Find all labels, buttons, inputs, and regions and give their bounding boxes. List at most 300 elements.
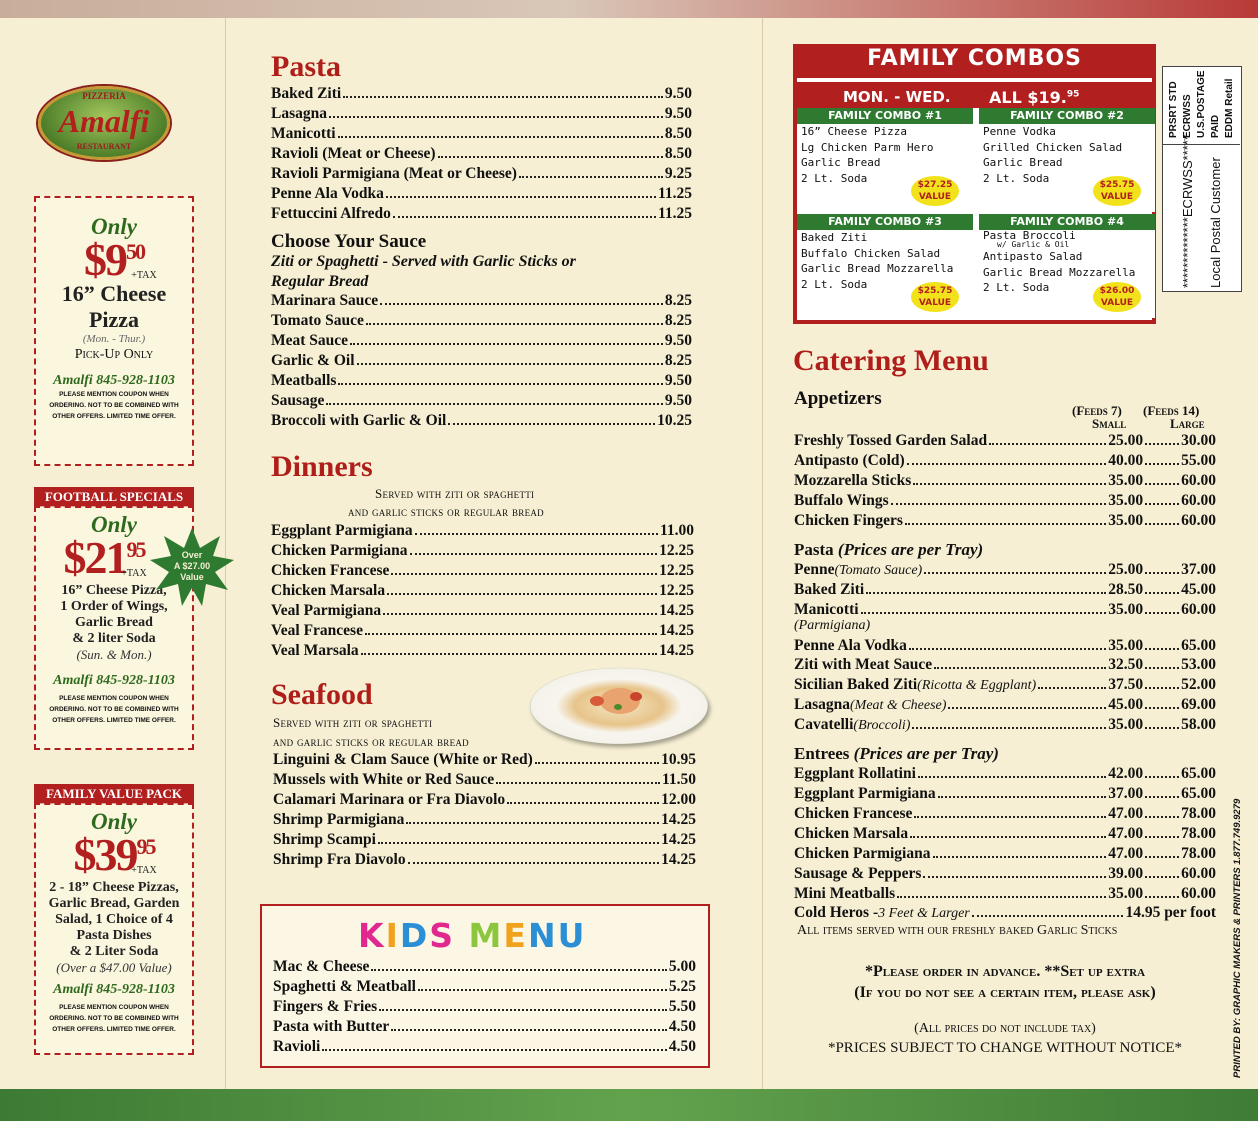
dot-leader <box>897 896 1106 898</box>
coupon-fine-print: PLEASE MENTION COUPON WHEN <box>59 391 169 398</box>
item-name: Ravioli (Meat or Cheese) <box>271 145 436 162</box>
small-price: 35.00 <box>1108 601 1144 618</box>
item-price: 10.95 <box>661 751 696 768</box>
catering-entree <box>794 785 1216 803</box>
manicotti-sub: (Parmigiana) <box>794 618 871 633</box>
dot-leader <box>387 593 657 595</box>
combo-item: 2 Lt. Soda <box>983 281 1050 294</box>
catering-appetizer <box>794 432 1216 450</box>
sauce-item <box>271 392 692 410</box>
appetizers-heading: Appetizers <box>794 388 882 409</box>
dot-leader <box>418 989 667 991</box>
combo-name: FAMILY COMBO #4 <box>979 214 1155 230</box>
item-name: Sicilian Baked Ziti <box>794 676 918 693</box>
large-price: 37.00 <box>1181 561 1216 578</box>
small-price: 47.00 <box>1108 825 1144 842</box>
combo-items <box>797 230 973 292</box>
dot-leader <box>912 727 1106 729</box>
large-price: 60.00 <box>1181 492 1216 509</box>
football-specials-header: FOOTBALL SPECIALS <box>34 487 194 507</box>
item-name: Spaghetti & Meatball <box>273 978 416 995</box>
coupon-phone: Amalfi 845-928-1103 <box>53 673 175 688</box>
item-price: 14.25 <box>659 622 694 639</box>
burst-text: A $27.00 <box>173 561 211 571</box>
dot-leader <box>386 196 656 198</box>
combo-item: Garlic Bread Mozzarella <box>801 262 954 275</box>
logo-name: Amalfi <box>58 103 150 139</box>
kids-title-letter: K <box>358 916 386 955</box>
tax-note: (All prices do not include tax) <box>914 1021 1096 1036</box>
item-name: Manicotti <box>271 125 336 142</box>
amalfi-logo <box>38 86 170 160</box>
item-name: Meatballs <box>271 372 337 389</box>
item-name: Mozzarella Sticks <box>794 472 912 489</box>
combo-item: 2 Lt. Soda <box>801 171 868 185</box>
catering-pasta-item <box>794 561 1216 579</box>
item-price: 9.50 <box>664 372 692 389</box>
item-price: 9.50 <box>664 105 692 122</box>
large-price: 52.00 <box>1181 676 1216 693</box>
pasta-item <box>271 105 692 123</box>
combo-item: Baked Ziti <box>801 231 868 244</box>
large-price: 45.00 <box>1181 581 1216 598</box>
dot-leader <box>379 1009 667 1011</box>
catering-entree <box>794 765 1216 783</box>
dot-leader <box>326 403 662 405</box>
item-name: Eggplant Rollatini <box>794 765 916 782</box>
combo-items <box>979 124 1155 186</box>
item-name: Chicken Francese <box>271 562 390 579</box>
dot-leader <box>438 156 663 158</box>
seafood-item <box>273 791 696 809</box>
coupon-desc: 1 Order of Wings, <box>60 599 168 614</box>
combo-item: 16” Cheese Pizza <box>801 125 907 138</box>
small-price: 35.00 <box>1108 472 1144 489</box>
item-name: Lasagna <box>271 105 327 122</box>
coupon-tax: +TAX <box>131 270 157 281</box>
item-price: 11.25 <box>657 205 692 222</box>
item-name: Baked Ziti <box>271 85 342 102</box>
dinner-item <box>271 542 694 560</box>
ask-note: (If you do not see a certain item, please ask) <box>854 984 1156 1001</box>
combo-value: $25.75 <box>917 286 953 296</box>
large-price: 78.00 <box>1181 805 1216 822</box>
item-name: Cold Heros - <box>794 904 879 921</box>
item-price: 14.95 per foot <box>1125 904 1216 921</box>
catering-entree <box>794 865 1216 883</box>
dot-leader <box>914 816 1106 818</box>
item-note: (Ricotta & Eggplant) <box>917 678 1037 693</box>
coupon-desc: Garlic Bread, Garden <box>48 896 180 911</box>
sauce-item <box>271 412 692 430</box>
item-name: Calamari Marinara or Fra Diavolo <box>273 791 506 808</box>
item-name: Veal Marsala <box>271 642 359 659</box>
item-name: Fettuccini Alfredo <box>271 205 391 222</box>
item-price: 8.25 <box>664 312 692 329</box>
combo-value-label: VALUE <box>1100 192 1134 202</box>
item-name: Broccoli with Garlic & Oil <box>271 412 447 429</box>
kids-title-letter: U <box>557 916 587 955</box>
large-price: 60.00 <box>1181 885 1216 902</box>
large-price: 65.00 <box>1181 637 1216 654</box>
item-price: 12.25 <box>659 582 694 599</box>
item-name: Ravioli Parmigiana (Meat or Cheese) <box>271 165 517 182</box>
combos-all-price: ALL $19.95 <box>989 88 1080 107</box>
large-price: 69.00 <box>1181 696 1216 713</box>
logo-top-text: PIZZERIA <box>82 91 126 101</box>
dot-leader <box>410 553 658 555</box>
coupon-price: $950 <box>84 234 144 285</box>
top-color-band <box>0 0 1258 18</box>
item-name: Marinara Sauce <box>271 292 379 309</box>
dinner-item <box>271 642 694 660</box>
item-note: (Tomato Sauce) <box>834 563 923 578</box>
pasta-heading: Pasta <box>271 50 341 83</box>
item-name: Chicken Parmigiana <box>271 542 408 559</box>
kids-title-letter <box>455 916 469 955</box>
kids-item <box>273 998 696 1016</box>
dot-leader <box>406 822 659 824</box>
item-name: Chicken Francese <box>794 805 913 822</box>
item-name: Garlic & Oil <box>271 352 355 369</box>
entrees-heading: Entrees (Prices are per Tray) <box>794 744 999 763</box>
catering-entree <box>794 825 1216 843</box>
large-price: 65.00 <box>1181 765 1216 782</box>
sauce-item <box>271 372 692 390</box>
item-name: Mac & Cheese <box>273 958 370 975</box>
dot-leader <box>913 483 1106 485</box>
large-label: Large <box>1170 416 1205 431</box>
feeds-large-label: (Feeds 14) <box>1143 403 1200 418</box>
dot-leader <box>1145 727 1179 729</box>
catering-pasta-item <box>794 656 1216 674</box>
large-price: 60.00 <box>1181 512 1216 529</box>
served-with-note: All items served with our freshly baked Garlic Sticks <box>797 923 1118 938</box>
large-price: 60.00 <box>1181 601 1216 618</box>
item-price: 9.50 <box>664 332 692 349</box>
catering-pasta-item <box>794 696 1216 714</box>
combo-item: Garlic Bread <box>801 156 881 169</box>
dot-leader <box>322 1049 667 1051</box>
combo-name: FAMILY COMBO #1 <box>797 108 973 124</box>
item-price: 12.25 <box>659 542 694 559</box>
item-name: Veal Francese <box>271 622 363 639</box>
logo-bottom-text: RESTAURANT <box>76 142 132 151</box>
combo-value-badge <box>911 282 959 312</box>
item-note: 3 Feet & Larger <box>878 906 970 921</box>
sauce-heading: Choose Your Sauce <box>271 231 427 252</box>
family-combos-title: FAMILY COMBOS <box>867 46 1082 71</box>
coupon-desc: 16” Cheese Pizza, <box>61 583 167 598</box>
dot-leader <box>338 136 663 138</box>
dot-leader <box>1145 612 1179 614</box>
item-price: 9.25 <box>664 165 692 182</box>
dot-leader <box>350 343 663 345</box>
pasta-item <box>271 205 692 223</box>
dinner-item <box>271 582 694 600</box>
dot-leader <box>923 876 1106 878</box>
small-label: Small <box>1092 416 1127 431</box>
dot-leader <box>507 802 659 804</box>
item-price: 5.50 <box>668 998 696 1015</box>
dot-leader <box>1145 443 1179 445</box>
item-name: Sausage & Peppers <box>794 865 922 882</box>
coupon-fine-print: OTHER OFFERS. LIMITED TIME OFFER. <box>52 1026 176 1033</box>
combo-item: Garlic Bread <box>983 156 1063 169</box>
item-name: Mini Meatballs <box>794 885 896 902</box>
coupon-note: (Sun. & Mon.) <box>76 647 152 662</box>
small-price: 25.00 <box>1108 432 1144 449</box>
combo-value: $26.00 <box>1099 286 1135 296</box>
seafood-item <box>273 851 696 869</box>
dot-leader <box>1145 592 1179 594</box>
small-price: 35.00 <box>1108 885 1144 902</box>
item-name: Meat Sauce <box>271 332 349 349</box>
combo-name: FAMILY COMBO #2 <box>979 108 1155 124</box>
coupon-desc: & 2 liter Soda <box>72 631 156 646</box>
catering-pasta-item <box>794 601 1216 619</box>
coupon-family-value-pack <box>34 803 194 1055</box>
dot-leader <box>909 648 1106 650</box>
kids-title-letter: I <box>385 916 400 955</box>
item-price: 8.50 <box>664 145 692 162</box>
pasta-item <box>271 185 692 203</box>
combo-item: Antipasto Salad <box>983 250 1083 263</box>
item-name: Pasta with Butter <box>273 1018 390 1035</box>
item-price: 8.25 <box>664 292 692 309</box>
dot-leader <box>1145 836 1179 838</box>
coupon-note: (Mon. - Thur.) <box>82 333 146 345</box>
item-name: Chicken Marsala <box>794 825 909 842</box>
item-name: Eggplant Parmigiana <box>794 785 936 802</box>
dot-leader <box>1145 687 1179 689</box>
coupon-cheese-pizza <box>34 196 194 466</box>
coupon-phone: Amalfi 845-928-1103 <box>53 373 175 388</box>
coupon-desc: Pizza <box>88 307 140 332</box>
dot-leader <box>905 523 1106 525</box>
dot-leader <box>1145 896 1179 898</box>
kids-title-letter: D <box>399 916 430 955</box>
catering-pasta-item <box>794 716 1216 734</box>
item-name: Sausage <box>271 392 325 409</box>
dinner-item <box>271 622 694 640</box>
sauce-item <box>271 312 692 330</box>
dot-leader <box>383 613 657 615</box>
item-name: Shrimp Parmigiana <box>273 811 405 828</box>
dot-leader <box>380 303 663 305</box>
item-price: 14.25 <box>661 851 696 868</box>
kids-title-letter: M <box>468 916 504 955</box>
dot-leader <box>1145 667 1179 669</box>
postage-line: ECRWSS <box>1182 94 1193 138</box>
combo-item: Buffalo Chicken Salad <box>801 246 941 260</box>
burst-text: Over <box>181 550 203 560</box>
dot-leader <box>1145 876 1179 878</box>
seafood-plate-image <box>530 668 708 744</box>
seafood-sub: Served with ziti or spaghetti <box>273 715 433 730</box>
catering-heading: Catering Menu <box>793 344 989 377</box>
kids-menu-title <box>358 916 586 955</box>
item-price: 5.00 <box>668 958 696 975</box>
dot-leader <box>496 782 660 784</box>
combo-item-note: w/ Garlic & Oil <box>997 240 1070 249</box>
seafood-sub: and garlic sticks or regular bread <box>273 734 469 749</box>
item-name: Antipasto (Cold) <box>794 452 905 469</box>
coupon-phone: Amalfi 845-928-1103 <box>53 982 175 997</box>
dot-leader <box>924 572 1106 574</box>
catering-appetizer <box>794 472 1216 490</box>
large-price: 60.00 <box>1181 472 1216 489</box>
cold-heros-item <box>794 904 1216 922</box>
small-price: 47.00 <box>1108 845 1144 862</box>
item-name: Baked Ziti <box>794 581 865 598</box>
coupon-tax: +TAX <box>121 568 147 579</box>
dot-leader <box>1145 796 1179 798</box>
coupon-desc: 16” Cheese <box>61 281 167 306</box>
small-price: 28.50 <box>1108 581 1144 598</box>
coupon-fine-print: ORDERING. NOT TO BE COMBINED WITH <box>49 1015 179 1022</box>
kids-item <box>273 978 696 996</box>
item-name: Linguini & Clam Sauce (White or Red) <box>273 751 533 768</box>
item-name: Penne Ala Vodka <box>271 185 384 202</box>
sauce-note: Ziti or Spaghetti - Served with Garlic Sticks or <box>271 253 576 270</box>
catering-entree <box>794 805 1216 823</box>
dot-leader <box>934 667 1106 669</box>
pasta-item <box>271 165 692 183</box>
item-price: 9.50 <box>664 392 692 409</box>
dot-leader <box>338 383 662 385</box>
dinner-item <box>271 522 694 540</box>
catering-pasta-item <box>794 637 1216 655</box>
coupon-price: $3995 <box>73 829 155 880</box>
kids-item <box>273 1018 696 1036</box>
item-name: Chicken Fingers <box>794 512 903 529</box>
coupon-fine-print: ORDERING. NOT TO BE COMBINED WITH <box>49 402 179 409</box>
small-price: 39.00 <box>1108 865 1144 882</box>
item-name: Cavatelli <box>794 716 854 733</box>
combo-item: Pasta Broccoli <box>983 229 1076 242</box>
dot-leader <box>1145 463 1179 465</box>
item-name: Lasagna <box>794 696 850 713</box>
item-name: Fingers & Fries <box>273 998 378 1015</box>
small-price: 37.00 <box>1108 785 1144 802</box>
combo-item: Penne Vodka <box>983 125 1056 138</box>
sauce-item <box>271 332 692 350</box>
item-name: Ravioli <box>273 1038 321 1055</box>
postage-line: PRSRT STD <box>1168 81 1179 138</box>
feeds-small-label: (Feeds 7) <box>1072 403 1122 418</box>
family-combo-2 <box>979 108 1155 212</box>
dot-leader <box>1145 856 1179 858</box>
item-name: Chicken Parmigiana <box>794 845 931 862</box>
item-name: Manicotti <box>794 601 859 618</box>
dot-leader <box>1038 687 1106 689</box>
dot-leader <box>408 862 660 864</box>
dinners-heading: Dinners <box>271 450 373 483</box>
postage-line: U.S.POSTAGE <box>1196 70 1207 138</box>
item-price: 5.25 <box>668 978 696 995</box>
item-price: 10.25 <box>657 412 692 429</box>
dot-leader <box>361 653 657 655</box>
postal-customer: Local Postal Customer <box>1208 157 1223 288</box>
small-price: 35.00 <box>1108 492 1144 509</box>
kids-title-letter: S <box>429 916 456 955</box>
dinners-sub: Served with ziti or spaghetti <box>375 486 535 501</box>
dot-leader <box>861 612 1107 614</box>
item-name: Chicken Marsala <box>271 582 386 599</box>
coupon-fine-print: OTHER OFFERS. LIMITED TIME OFFER. <box>52 413 176 420</box>
combo-item: 2 Lt. Soda <box>983 171 1050 185</box>
fold-line <box>762 18 763 1089</box>
kids-title-letter: E <box>503 916 528 955</box>
dot-leader <box>366 323 663 325</box>
large-price: 58.00 <box>1181 716 1216 733</box>
item-price: 12.25 <box>659 562 694 579</box>
dot-leader <box>343 96 663 98</box>
dot-leader <box>448 423 655 425</box>
catering-entree <box>794 885 1216 903</box>
item-name: Eggplant Parmigiana <box>271 522 413 539</box>
value-burst-icon <box>150 528 234 606</box>
item-name: Buffalo Wings <box>794 492 889 509</box>
combo-value-label: VALUE <box>918 298 952 308</box>
dot-leader <box>907 463 1107 465</box>
coupon-only: Only <box>91 214 137 239</box>
dot-leader <box>391 1029 667 1031</box>
small-price: 37.50 <box>1108 676 1144 693</box>
catering-pasta-heading: Pasta (Prices are per Tray) <box>794 540 984 559</box>
large-price: 78.00 <box>1181 845 1216 862</box>
item-name: Mussels with White or Red Sauce <box>273 771 495 788</box>
coupon-only: Only <box>91 512 137 537</box>
dinner-item <box>271 562 694 580</box>
sauce-note: Regular Bread <box>271 273 369 290</box>
seafood-item <box>273 771 696 789</box>
item-price: 14.25 <box>659 642 694 659</box>
small-price: 35.00 <box>1108 637 1144 654</box>
kids-item <box>273 958 696 976</box>
small-price: 45.00 <box>1108 696 1144 713</box>
dot-leader <box>1145 523 1179 525</box>
coupon-tax: +TAX <box>131 865 157 876</box>
dot-leader <box>357 363 663 365</box>
dot-leader <box>933 856 1107 858</box>
coupon-price: $2195 <box>63 532 145 583</box>
family-combo-1 <box>797 108 973 212</box>
coupon-note: (Over a $47.00 Value) <box>56 960 172 975</box>
item-name: Penne <box>794 561 835 578</box>
item-name: Tomato Sauce <box>271 312 364 329</box>
item-price: 8.50 <box>664 125 692 142</box>
item-name: Ziti with Meat Sauce <box>794 656 933 673</box>
seafood-item <box>273 811 696 829</box>
dot-leader <box>948 707 1106 709</box>
item-name: Freshly Tossed Garden Salad <box>794 432 988 449</box>
small-price: 47.00 <box>1108 805 1144 822</box>
item-price: 11.00 <box>659 522 694 539</box>
coupon-desc: 2 - 18” Cheese Pizzas, <box>49 880 179 895</box>
combo-item: Grilled Chicken Salad <box>983 140 1123 154</box>
combo-value-badge <box>1093 282 1141 312</box>
item-price: 14.25 <box>661 811 696 828</box>
catering-entree <box>794 845 1216 863</box>
combo-item: Lg Chicken Parm Hero <box>801 140 934 154</box>
small-price: 25.00 <box>1108 561 1144 578</box>
item-name: Penne Ala Vodka <box>794 637 907 654</box>
catering-appetizer <box>794 452 1216 470</box>
printer-credit: PRINTED BY: GRAPHIC MAKERS & PRINTERS 1.877.749.9279 <box>1232 798 1243 1078</box>
item-price: 11.25 <box>657 185 692 202</box>
